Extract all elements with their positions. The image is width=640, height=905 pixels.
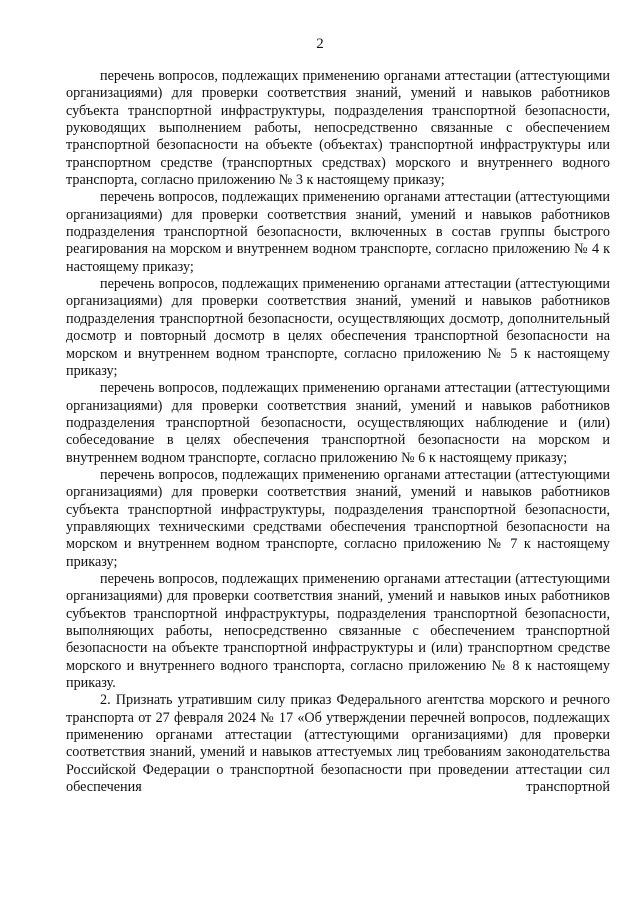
paragraph-appendix-6: перечень вопросов, подлежащих применению органами аттестации (аттестующими организациями) для проверки соответствия знаний, умений и навыков работников подразделения транспортной безопасности, осуществляющих наблюдение и (или) собеседование в целях обеспечения транспортной безопасности на морском и внутреннем водном транспорте, согласно приложению № 6 к настоящему приказу;	[66, 380, 610, 466]
paragraph-appendix-8: перечень вопросов, подлежащих применению органами аттестации (аттестующими организациями) для проверки соответствия знаний, умений и навыков иных работников субъектов транспортной инфраструктуры, подразделения транспортной безопасности, выполняющих работы, непосредственно связанные с обеспечением транспортной безопасности на объекте транспортной инфраструктуры и (или) транспортном средстве морского и внутреннего водного транспорта, согласно приложению № 8 к настоящему приказу.	[66, 570, 610, 692]
document-body	[66, 68, 610, 796]
paragraph-appendix-7: перечень вопросов, подлежащих применению органами аттестации (аттестующими организациями) для проверки соответствия знаний, умений и навыков работников субъекта транспортной инфраструктуры, подразделения транспортной безопасности, управляющих техническими средствами обеспечения транспортной безопасности на морском и внутреннем водном транспорте, согласно приложению № 7 к настоящему приказу;	[66, 466, 610, 570]
paragraph-appendix-4: перечень вопросов, подлежащих применению органами аттестации (аттестующими организациями) для проверки соответствия знаний, умений и навыков работников подразделения транспортной безопасности, включенных в состав группы быстрого реагирования на морском и внутреннем водном транспорте, согласно приложению № 4 к настоящему приказу;	[66, 189, 610, 275]
paragraph-item-2-repeal: 2. Признать утратившим силу приказ Федерального агентства морского и речного транспорта от 27 февраля 2024 № 17 «Об утверждении перечней вопросов, подлежащих применению органами аттестации (аттестующими организациями) для проверки соответствия знаний, умений и навыков аттестуемых лиц требованиям законодательства Российской Федерации о транспортной безопасности при проведении аттестации сил обеспечения транспортной	[66, 692, 610, 796]
paragraph-appendix-5: перечень вопросов, подлежащих применению органами аттестации (аттестующими организациями) для проверки соответствия знаний, умений и навыков работников подразделения транспортной безопасности, осуществляющих досмотр, дополнительный досмотр и повторный досмотр в целях обеспечения транспортной безопасности на морском и внутреннем водном транспорте, согласно приложению № 5 к настоящему приказу;	[66, 276, 610, 379]
page-number: 2	[316, 36, 324, 52]
paragraph-appendix-3: перечень вопросов, подлежащих применению органами аттестации (аттестующими организациями) для проверки соответствия знаний, умений и навыков работников субъекта транспортной инфраструктуры, подразделения транспортной безопасности, руководящих выполнением работы, непосредственно связанные с обеспечением транспортной безопасности на объекте (объектах) транспортной инфраструктуры или транспортном средстве (транспортных средствах) морского и внутреннего водного транспорта, согласно приложению № 3 к настоящему приказу;	[66, 68, 610, 189]
